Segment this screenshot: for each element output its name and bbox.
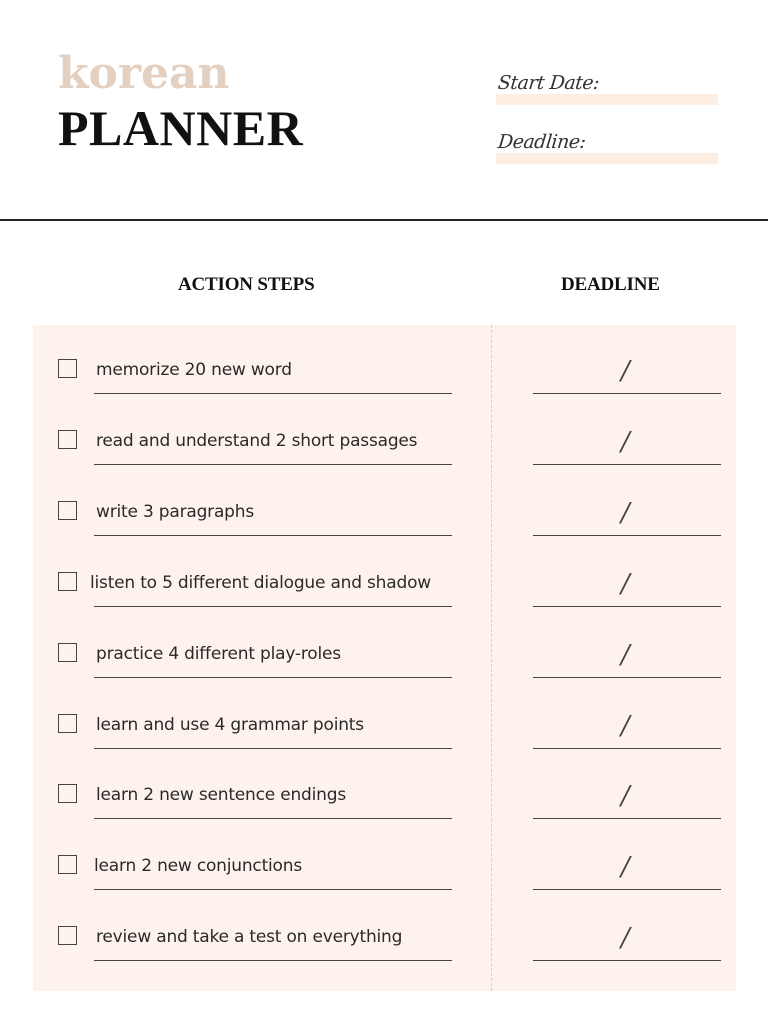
deadline-slash[interactable]: / [621, 569, 630, 599]
deadline-underline [533, 393, 721, 394]
task-row [0, 624, 768, 694]
task-text: learn 2 new sentence endings [96, 785, 346, 805]
deadline-underline [533, 818, 721, 819]
task-row [0, 907, 768, 977]
task-row [0, 482, 768, 552]
task-underline [94, 960, 452, 961]
task-text: listen to 5 different dialogue and shadow [90, 573, 431, 593]
task-underline [94, 393, 452, 394]
deadline-underline [533, 535, 721, 536]
task-text: write 3 paragraphs [96, 502, 254, 522]
deadline-slash[interactable]: / [621, 923, 630, 953]
title-korean: korean [58, 48, 230, 99]
deadline-label: Deadline: [496, 131, 587, 153]
task-checkbox[interactable] [58, 926, 77, 945]
deadline-heading: DEADLINE [561, 274, 660, 295]
deadline-underline [533, 960, 721, 961]
task-row [0, 411, 768, 481]
header-divider [0, 219, 768, 221]
task-row [0, 553, 768, 623]
task-text: read and understand 2 short passages [96, 431, 418, 451]
task-underline [94, 748, 452, 749]
task-text: practice 4 different play-roles [96, 644, 341, 664]
task-underline [94, 889, 452, 890]
start-date-label: Start Date: [496, 72, 601, 94]
deadline-field[interactable] [496, 131, 720, 171]
task-text: review and take a test on everything [96, 927, 403, 947]
deadline-highlight [496, 153, 718, 164]
task-checkbox[interactable] [58, 784, 77, 803]
deadline-underline [533, 677, 721, 678]
title-planner: PLANNER [58, 100, 304, 156]
task-checkbox[interactable] [58, 714, 77, 733]
task-underline [94, 677, 452, 678]
deadline-slash[interactable]: / [621, 498, 630, 528]
action-steps-heading: ACTION STEPS [178, 274, 315, 295]
task-underline [94, 606, 452, 607]
task-checkbox[interactable] [58, 643, 77, 662]
deadline-slash[interactable]: / [621, 781, 630, 811]
deadline-underline [533, 748, 721, 749]
deadline-slash[interactable]: / [621, 427, 630, 457]
task-checkbox[interactable] [58, 572, 77, 591]
task-underline [94, 535, 452, 536]
task-text: learn 2 new conjunctions [94, 856, 302, 876]
start-date-highlight [496, 94, 718, 105]
deadline-underline [533, 464, 721, 465]
deadline-underline [533, 889, 721, 890]
deadline-slash[interactable]: / [621, 356, 630, 386]
task-checkbox[interactable] [58, 359, 77, 378]
deadline-underline [533, 606, 721, 607]
deadline-slash[interactable]: / [621, 640, 630, 670]
task-checkbox[interactable] [58, 501, 77, 520]
start-date-field[interactable] [496, 72, 720, 112]
task-text: learn and use 4 grammar points [96, 715, 364, 735]
task-row [0, 836, 768, 906]
task-underline [94, 464, 452, 465]
deadline-slash[interactable]: / [621, 711, 630, 741]
task-text: memorize 20 new word [96, 360, 292, 380]
task-row [0, 340, 768, 410]
task-row [0, 695, 768, 765]
task-underline [94, 818, 452, 819]
task-checkbox[interactable] [58, 855, 77, 874]
task-row [0, 765, 768, 835]
deadline-slash[interactable]: / [621, 852, 630, 882]
task-checkbox[interactable] [58, 430, 77, 449]
